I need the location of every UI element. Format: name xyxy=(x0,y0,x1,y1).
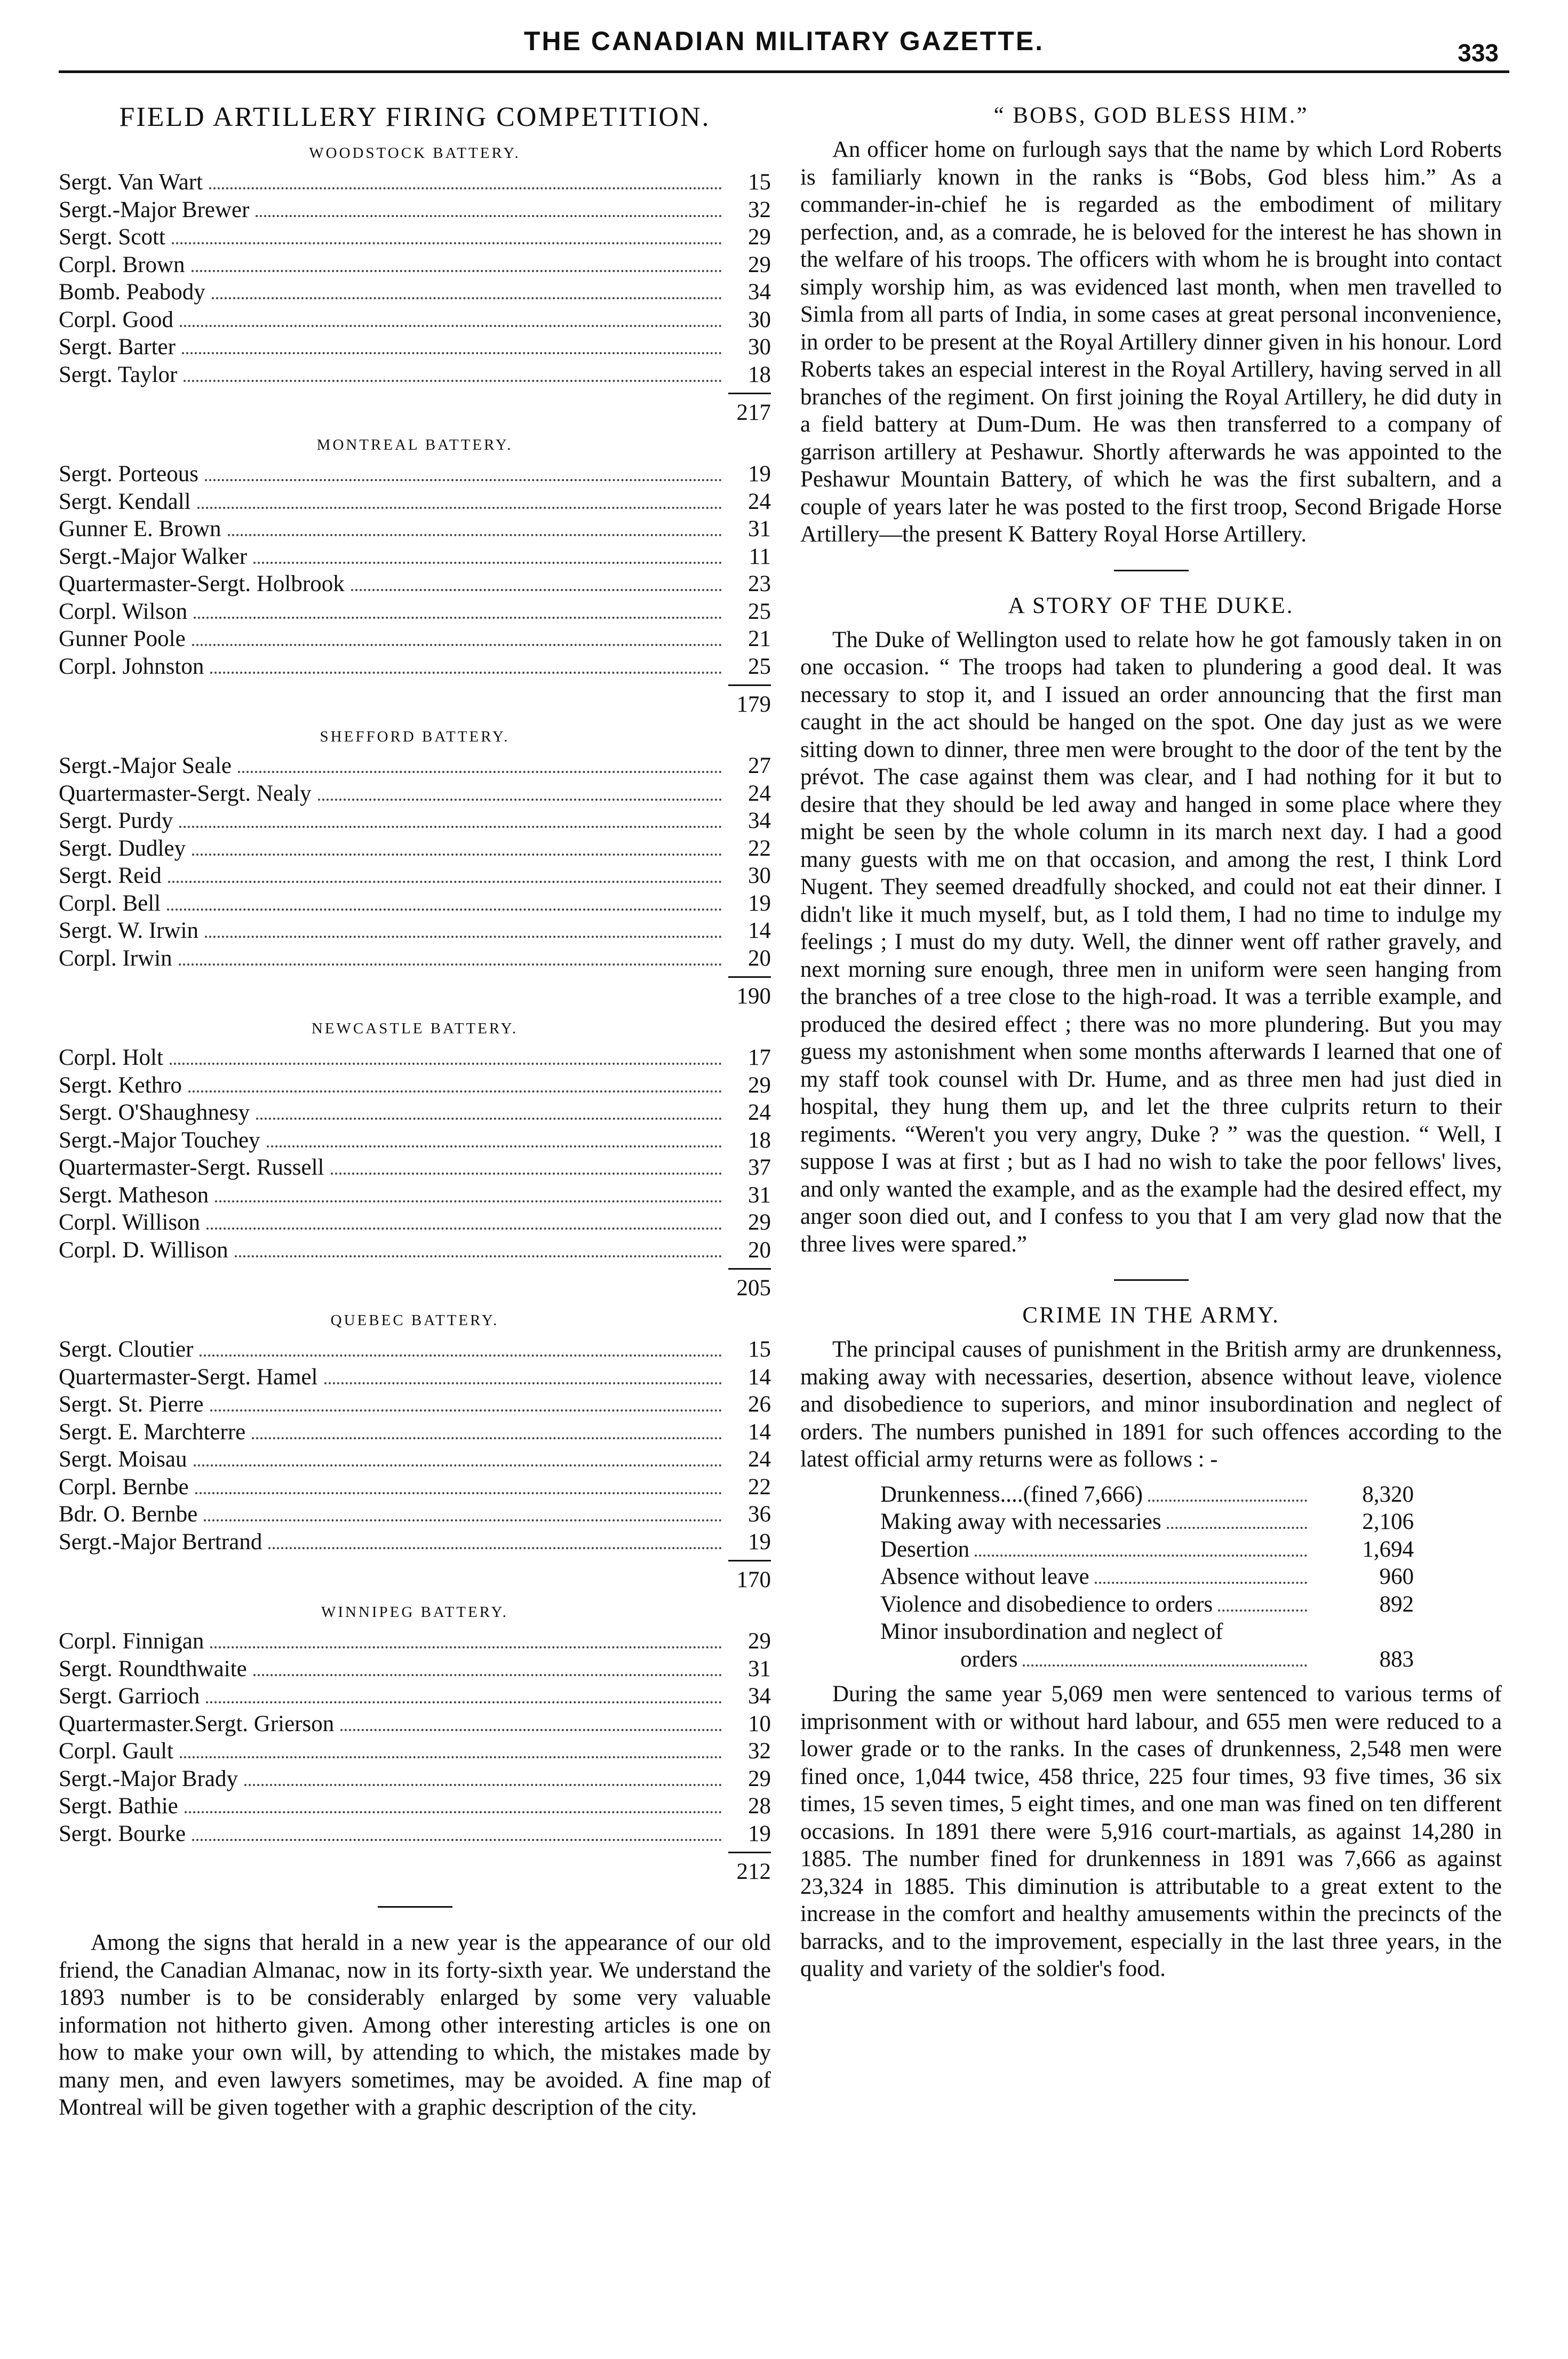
score-row xyxy=(59,862,771,890)
member-name: Corpl. Gault xyxy=(59,1739,173,1764)
member-name: Quartermaster-Sergt. Holbrook xyxy=(59,571,345,596)
leader-dots xyxy=(205,479,722,481)
member-score: 22 xyxy=(748,835,771,861)
member-score: 29 xyxy=(748,1766,771,1791)
battery-section xyxy=(59,1312,771,1593)
leader-dots xyxy=(256,215,722,217)
crime-value: 883 xyxy=(1379,1646,1414,1672)
member-score: 11 xyxy=(749,544,771,569)
score-row xyxy=(59,278,771,306)
section-divider xyxy=(378,1906,452,1908)
member-name: Sergt. O'Shaughnesy xyxy=(59,1100,250,1125)
crime-row xyxy=(880,1508,1414,1536)
crime-value: 960 xyxy=(1379,1564,1414,1589)
member-name: Quartermaster-Sergt. Nealy xyxy=(59,780,312,806)
member-score: 34 xyxy=(748,808,771,833)
battery-title: WOODSTOCK BATTERY. xyxy=(309,145,521,162)
member-score: 14 xyxy=(748,1364,771,1390)
score-row xyxy=(59,1154,771,1182)
member-score: 29 xyxy=(748,225,771,250)
member-name: Corpl. Bernbe xyxy=(59,1474,189,1500)
leader-dots xyxy=(256,1118,722,1120)
member-score: 24 xyxy=(748,1447,771,1472)
member-score: 25 xyxy=(748,599,771,624)
member-name: Sergt.-Major Seale xyxy=(59,753,232,778)
member-score: 32 xyxy=(748,197,771,222)
member-name: Sergt.-Major Brady xyxy=(59,1766,238,1791)
member-score: 24 xyxy=(748,780,771,806)
battery-section xyxy=(59,1020,771,1301)
almanac-paragraph: Among the signs that herald in a new year is the appearance of our old friend, the Canadian Almanac, now in its forty-sixth year. We understand the 1893 number is to be considerably enlarged by some very valuable information not hitherto given. Among other interesting articles is one on how to make your own will, by attending to which, the mistakes made by many men, and even lawyers sometimes, may be avoided. A fine map of Montreal will be given together with a graphic description of the city. xyxy=(59,1930,771,2120)
member-score: 29 xyxy=(748,1072,771,1098)
member-name: Bomb. Peabody xyxy=(59,280,205,305)
member-score: 24 xyxy=(748,489,771,514)
battery-total-row xyxy=(59,1847,771,1885)
left-column xyxy=(59,91,771,2122)
score-row xyxy=(59,488,771,516)
crime-rows xyxy=(880,1481,1414,1619)
member-score: 34 xyxy=(748,280,771,305)
member-score: 19 xyxy=(748,1529,771,1555)
leader-dots xyxy=(253,1674,722,1676)
member-score: 29 xyxy=(748,252,771,277)
member-score: 37 xyxy=(748,1155,771,1180)
member-name: Sergt. Bourke xyxy=(59,1821,186,1846)
leader-dots xyxy=(168,881,722,883)
crime-row xyxy=(880,1646,1414,1673)
page-number: 333 xyxy=(1458,39,1499,67)
leader-dots xyxy=(172,242,722,244)
leader-dots xyxy=(206,1701,722,1703)
score-row xyxy=(59,752,771,780)
score-row xyxy=(59,361,771,389)
score-row xyxy=(59,917,771,945)
member-score: 18 xyxy=(748,1127,771,1153)
score-row xyxy=(59,1446,771,1473)
leader-dots xyxy=(340,1729,722,1731)
bobs-paragraph: An officer home on furlough says that the name by which Lord Roberts is familiarly known in the ranks is “Bobs, God bless him.” As a commander-in-chief he is regarded as the embodiment of military perfection, and, as a comrade, he is beloved for the interest he has shown in the welfare of his troops. The officers with whom he is brought into contact simply worship him, as was evidenced last month, when men travelled to Simla from all parts of India, in some cases at great personal inconvenience, in order to be present at the Royal Artillery dinner given in his honour. Lord Roberts takes an especial interest in the Royal Artillery, having served in all branches of the regiment. On first joining the Royal Artillery, he did duty in a field battery at Dum-Dum. He was then transferred to a company of garrison artillery at Peshawur. Shortly afterwards he was appointed to the Peshawur Mountain Battery, of which he was the first subaltern, and a couple of years later he was posted to the first troop, Second Brigade Horse Artillery—the present K Battery Royal Horse Artillery. xyxy=(800,137,1502,547)
score-row xyxy=(59,1237,771,1264)
member-name: Sergt. Garrioch xyxy=(59,1684,200,1709)
crime-label: orders xyxy=(960,1646,1018,1672)
member-name: Gunner E. Brown xyxy=(59,516,221,541)
member-name: Corpl. Good xyxy=(59,307,173,332)
battery-total-row xyxy=(59,1556,771,1593)
member-score: 29 xyxy=(748,1210,771,1235)
competition-title: FIELD ARTILLERY FIRING COMPETITION. xyxy=(119,102,711,132)
battery-title: QUEBEC BATTERY. xyxy=(330,1312,499,1329)
leader-dots xyxy=(184,380,722,382)
crime-table xyxy=(880,1481,1414,1673)
score-row xyxy=(59,780,771,808)
member-score: 21 xyxy=(748,626,771,651)
score-row xyxy=(59,1683,771,1710)
crime-row xyxy=(880,1536,1414,1564)
member-name: Sergt. Kethro xyxy=(59,1072,182,1098)
score-row xyxy=(59,169,771,196)
member-name: Sergt. Barter xyxy=(59,334,176,360)
battery-total: 212 xyxy=(728,1852,771,1885)
battery-total: 205 xyxy=(728,1268,771,1301)
member-name: Bdr. O. Bernbe xyxy=(59,1502,198,1527)
member-name: Sergt.-Major Walker xyxy=(59,544,248,569)
member-name: Corpl. Bell xyxy=(59,890,161,916)
member-name: Sergt. Kendall xyxy=(59,489,191,514)
score-row xyxy=(59,1765,771,1793)
score-row xyxy=(59,1418,771,1446)
leader-dots xyxy=(318,799,722,801)
member-name: Sergt.-Major Touchey xyxy=(59,1127,260,1153)
score-row xyxy=(59,1044,771,1072)
leader-dots xyxy=(192,854,722,856)
leader-dots xyxy=(351,589,722,591)
score-row xyxy=(59,251,771,279)
crime-intro: The principal causes of punishment in the British army are drunkenness, making away with necessaries, desertion, absence without leave, violence and disobedience to superiors, and minor insubordination and neglect of orders. The numbers punished in 1891 for such offences according to the latest official army returns were as follows : - xyxy=(800,1337,1502,1472)
crime-row xyxy=(880,1591,1414,1619)
score-row xyxy=(59,570,771,598)
battery-section xyxy=(59,1604,771,1885)
battery-title: NEWCASTLE BATTERY. xyxy=(311,1020,519,1037)
member-score: 30 xyxy=(748,863,771,888)
member-score: 26 xyxy=(748,1392,771,1417)
member-name: Sergt. Van Wart xyxy=(59,170,203,195)
score-row xyxy=(59,306,771,334)
leader-dots xyxy=(205,936,722,938)
score-row xyxy=(59,1710,771,1738)
member-score: 29 xyxy=(748,1629,771,1654)
score-row xyxy=(59,1628,771,1655)
score-row xyxy=(59,1391,771,1418)
crime-label: Violence and disobedience to orders xyxy=(880,1591,1213,1617)
leader-dots xyxy=(180,1756,722,1758)
crime-row xyxy=(880,1563,1414,1591)
score-row xyxy=(59,890,771,918)
member-score: 31 xyxy=(748,516,771,541)
leader-dots xyxy=(204,1519,722,1521)
battery-total-row xyxy=(59,388,771,426)
crime-title: CRIME IN THE ARMY. xyxy=(1022,1303,1280,1328)
leader-dots xyxy=(212,297,722,299)
score-row xyxy=(59,1792,771,1820)
leader-dots xyxy=(200,1354,722,1357)
score-row xyxy=(59,807,771,835)
battery-section xyxy=(59,436,771,718)
battery-total: 217 xyxy=(728,393,771,426)
score-row xyxy=(59,945,771,973)
member-name: Corpl. Finnigan xyxy=(59,1629,204,1654)
member-score: 31 xyxy=(748,1182,771,1208)
crime-value: 1,694 xyxy=(1362,1536,1414,1562)
score-row xyxy=(59,1501,771,1528)
crime-label: Desertion xyxy=(880,1536,970,1562)
crime-closing: During the same year 5,069 men were sentenced to various terms of imprisonment with or without hard labour, and 655 men were reduced to a lower grade or to the ranks. In the cases of drunkenness, 2,548 men were fined once, 1,044 twice, 458 thrice, 225 four times, 93 five times, 36 six times, 15 seven times, 5 eight times, and one man was fined on ten different occasions. In 1891 there were 5,916 court-martials, as against 14,280 in 1885. The number fined for drunkenness in 1891 was 7,666 as against 23,324 in 1885. This diminution is attributable to a great extent to the increase in the comfort and healthy amusements within the precincts of the barracks, and to the improvement, especially in the last three years, in the quality and variety of the soldier's food. xyxy=(800,1681,1502,1981)
leader-dots xyxy=(252,1437,722,1439)
score-row xyxy=(59,1336,771,1364)
leader-dots xyxy=(206,1228,722,1230)
score-row xyxy=(59,1528,771,1556)
score-row xyxy=(59,1209,771,1237)
score-row xyxy=(59,460,771,488)
member-name: Sergt. Scott xyxy=(59,225,165,250)
score-row xyxy=(59,625,771,653)
member-name: Corpl. Irwin xyxy=(59,945,172,971)
member-name: Sergt.-Major Bertrand xyxy=(59,1529,262,1555)
member-score: 22 xyxy=(748,1474,771,1500)
member-score: 34 xyxy=(748,1684,771,1709)
member-score: 24 xyxy=(748,1100,771,1125)
leader-dots xyxy=(182,352,722,354)
leader-dots xyxy=(975,1555,1307,1557)
member-name: Sergt. E. Marchterre xyxy=(59,1419,246,1445)
leader-dots xyxy=(209,187,722,189)
score-row xyxy=(59,1738,771,1765)
member-name: Corpl. Holt xyxy=(59,1045,163,1070)
member-name: Sergt. Taylor xyxy=(59,362,178,387)
leader-dots xyxy=(188,1090,722,1093)
member-name: Sergt. Moisau xyxy=(59,1447,187,1472)
score-row xyxy=(59,515,771,543)
leader-dots xyxy=(238,771,722,773)
member-score: 20 xyxy=(748,1237,771,1263)
member-name: Corpl. D. Willison xyxy=(59,1237,228,1263)
leader-dots xyxy=(228,534,722,536)
leader-dots xyxy=(331,1173,722,1175)
publication-title: THE CANADIAN MILITARY GAZETTE. xyxy=(523,26,1045,56)
member-name: Sergt. St. Pierre xyxy=(59,1392,204,1417)
leader-dots xyxy=(215,1200,722,1202)
member-score: 14 xyxy=(748,1419,771,1445)
member-name: Corpl. Johnston xyxy=(59,653,204,679)
member-name: Gunner Poole xyxy=(59,626,186,651)
member-score: 18 xyxy=(748,362,771,387)
battery-title: SHEFFORD BATTERY. xyxy=(320,728,510,745)
leader-dots xyxy=(195,1492,722,1494)
member-score: 27 xyxy=(748,753,771,778)
leader-dots xyxy=(268,1547,722,1549)
member-name: Sergt. Dudley xyxy=(59,835,186,861)
member-name: Sergt. Porteous xyxy=(59,461,198,487)
leader-dots xyxy=(197,507,722,509)
member-score: 32 xyxy=(748,1739,771,1764)
right-column xyxy=(800,91,1502,1983)
score-row xyxy=(59,196,771,224)
leader-dots xyxy=(1023,1664,1307,1667)
battery-list xyxy=(59,145,771,1885)
score-row xyxy=(59,1655,771,1683)
battery-title: WINNIPEG BATTERY. xyxy=(321,1604,509,1621)
section-divider xyxy=(1114,570,1189,571)
member-name: Quartermaster-Sergt. Hamel xyxy=(59,1364,318,1390)
member-name: Sergt. Purdy xyxy=(59,808,173,833)
member-score: 30 xyxy=(748,307,771,332)
member-score: 31 xyxy=(748,1656,771,1681)
battery-total-row xyxy=(59,1264,771,1301)
leader-dots xyxy=(1148,1500,1307,1502)
member-score: 10 xyxy=(748,1711,771,1736)
score-row xyxy=(59,835,771,863)
battery-section xyxy=(59,145,771,426)
leader-dots xyxy=(1218,1609,1307,1612)
leader-dots xyxy=(267,1145,722,1147)
score-row xyxy=(59,653,771,681)
score-row xyxy=(59,1473,771,1501)
crime-label: Drunkenness....(fined 7,666) xyxy=(880,1481,1143,1507)
leader-dots xyxy=(179,826,722,828)
score-row xyxy=(59,333,771,361)
score-row xyxy=(59,598,771,626)
crime-label: Minor insubordination and neglect of xyxy=(880,1619,1223,1644)
crime-label: Making away with necessaries xyxy=(880,1509,1161,1534)
leader-dots xyxy=(235,1255,722,1257)
battery-total: 179 xyxy=(728,684,771,718)
leader-dots xyxy=(180,325,722,327)
member-score: 19 xyxy=(748,461,771,487)
leader-dots xyxy=(192,644,722,646)
duke-paragraph: The Duke of Wellington used to relate how he got famously taken in on one occasion. “ The troops had taken to plundering a good deal. It was necessary to stop it, and I issued an order announcing that the first man caught in the act should be hanged on the spot. One day just as we were sitting down to dinner, three men were brought to the door of the tent by the prévot. The case against them was clear, and I had nothing for it but to desire that they should be led away and hanged in some place where they might be seen by the whole column in its march next day. I had a good many guests with me on that occasion, and among the rest, I think Lord Nugent. They seemed dreadfully shocked, and could not eat their dinner. I didn't like it much myself, but, as I told them, I had no time to indulge my feelings ; I must do my duty. Well, the dinner went off rather gravely, and next morning sure enough, three men in uniform were seen hanging from the branches of a tree close to the high-road. It was a terrible example, and produced the desired effect ; there was no more plundering. But you may guess my astonishment when some months afterwards I learned that one of my staff took counsel with Dr. Hume, and as three men had just died in hospital, they hung them up, and let the three culprits return to their regiments. “Weren't you very angry, Duke ? ” was the question. “ Well, I suppose I was at first ; but as I had no wish to take the poor fellows' lives, and only wanted the example, and as the example had the desired effect, my anger soon died out, and I confess to you that I am very glad now that the three lives were spared.” xyxy=(800,627,1502,1257)
member-score: 30 xyxy=(748,334,771,360)
member-name: Sergt. Cloutier xyxy=(59,1337,194,1362)
member-name: Sergt. Matheson xyxy=(59,1182,209,1208)
battery-title: MONTREAL BATTERY. xyxy=(316,436,513,453)
member-score: 25 xyxy=(748,653,771,679)
leader-dots xyxy=(167,908,722,911)
score-row xyxy=(59,1127,771,1154)
leader-dots xyxy=(324,1382,722,1384)
crime-value: 2,106 xyxy=(1362,1509,1414,1534)
crime-row xyxy=(880,1481,1414,1509)
leader-dots xyxy=(1095,1582,1307,1584)
member-score: 28 xyxy=(748,1794,771,1819)
leader-dots xyxy=(210,672,722,674)
leader-dots xyxy=(1167,1527,1307,1529)
leader-dots xyxy=(194,1464,722,1467)
member-score: 20 xyxy=(748,945,771,971)
battery-total: 190 xyxy=(728,976,771,1009)
score-row xyxy=(59,543,771,571)
member-score: 23 xyxy=(748,571,771,596)
member-name: Sergt. Reid xyxy=(59,863,162,888)
member-name: Sergt. Bathie xyxy=(59,1794,178,1819)
battery-total: 170 xyxy=(728,1560,771,1593)
leader-dots xyxy=(253,562,722,564)
member-score: 19 xyxy=(748,890,771,916)
score-row xyxy=(59,1072,771,1099)
member-score: 15 xyxy=(748,170,771,195)
score-row xyxy=(59,1364,771,1391)
score-row xyxy=(59,1820,771,1848)
member-score: 14 xyxy=(748,918,771,943)
leader-dots xyxy=(244,1784,722,1786)
member-score: 17 xyxy=(748,1045,771,1070)
duke-title: A STORY OF THE DUKE. xyxy=(1008,593,1294,618)
score-row xyxy=(59,1182,771,1209)
crime-row xyxy=(880,1618,1414,1646)
crime-label: Absence without leave xyxy=(880,1564,1089,1589)
leader-dots xyxy=(194,617,722,619)
section-divider xyxy=(1114,1279,1189,1281)
crime-value: 8,320 xyxy=(1362,1481,1414,1507)
member-score: 36 xyxy=(748,1502,771,1527)
leader-dots xyxy=(185,1811,722,1813)
leader-dots xyxy=(179,963,722,966)
member-name: Sergt.-Major Brewer xyxy=(59,197,250,222)
leader-dots xyxy=(192,1839,722,1841)
page-header xyxy=(59,21,1509,73)
leader-dots xyxy=(170,1063,722,1065)
battery-total-row xyxy=(59,972,771,1009)
member-name: Corpl. Brown xyxy=(59,252,185,277)
battery-total-row xyxy=(59,680,771,718)
crime-value: 892 xyxy=(1379,1591,1414,1617)
member-name: Quartermaster-Sergt. Russell xyxy=(59,1155,324,1180)
leader-dots xyxy=(210,1646,722,1648)
score-row xyxy=(59,224,771,251)
member-name: Sergt. W. Irwin xyxy=(59,918,198,943)
member-score: 19 xyxy=(748,1821,771,1846)
bobs-title: “ BOBS, GOD BLESS HIM.” xyxy=(993,103,1309,128)
member-name: Corpl. Willison xyxy=(59,1210,201,1235)
leader-dots xyxy=(192,270,722,272)
member-name: Quartermaster.Sergt. Grierson xyxy=(59,1711,335,1736)
member-name: Sergt. Roundthwaite xyxy=(59,1656,247,1681)
score-row xyxy=(59,1099,771,1127)
battery-section xyxy=(59,728,771,1009)
member-name: Corpl. Wilson xyxy=(59,599,188,624)
leader-dots xyxy=(210,1409,722,1412)
member-score: 15 xyxy=(748,1337,771,1362)
